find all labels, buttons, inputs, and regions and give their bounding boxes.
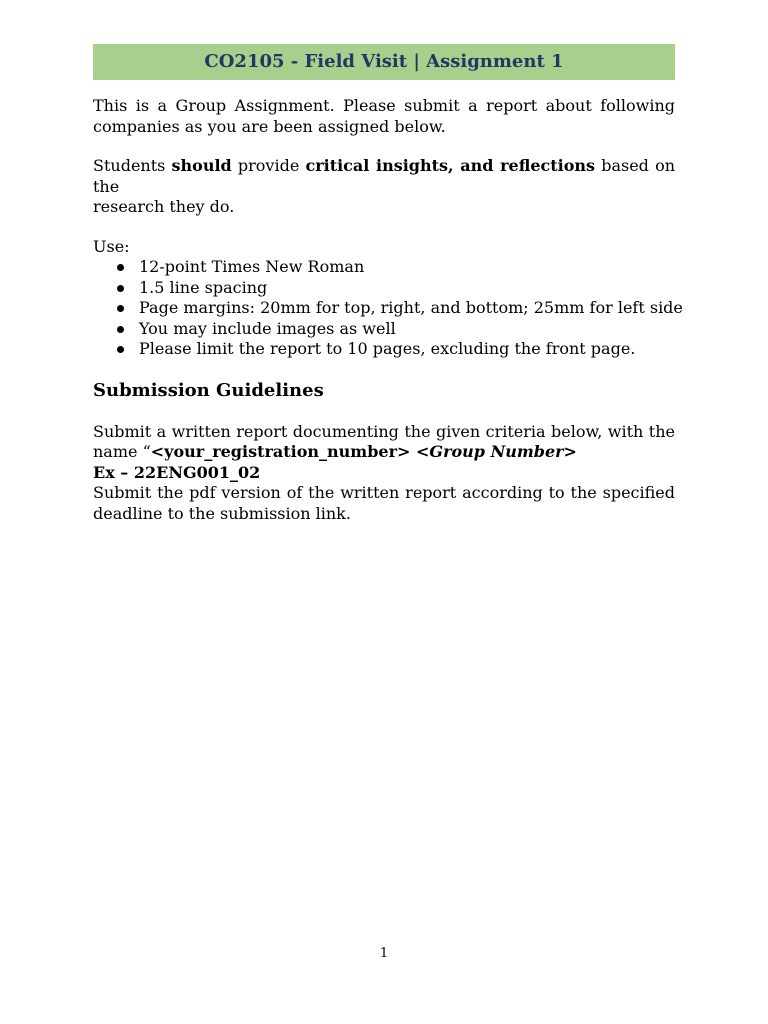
bullet-icon xyxy=(117,285,124,292)
intro-line-2: companies as you are been assigned below. xyxy=(93,116,446,136)
submission-heading: Submission Guidelines xyxy=(93,379,324,401)
list-item xyxy=(93,278,675,299)
list-item xyxy=(93,298,683,319)
title-banner xyxy=(93,44,675,80)
students-text-2: provide xyxy=(231,156,306,175)
name-prefix: name “ xyxy=(93,442,151,461)
students-text-1: Students xyxy=(93,156,172,175)
students-bold-insights: critical insights, and reflections xyxy=(305,156,596,175)
registration-placeholder: <your_registration_number> xyxy=(150,442,416,461)
intro-line-1: This is a Group Assignment. Please submit a report about following xyxy=(93,96,675,115)
students-line-1 xyxy=(93,156,675,197)
submission-paragraph xyxy=(93,422,675,525)
list-item-text: Page margins: 20mm for top, right, and bottom; 25mm for left side xyxy=(139,298,683,317)
use-label: Use: xyxy=(93,236,130,256)
list-item-text: You may include images as well xyxy=(139,318,396,338)
list-item-text: 12-point Times New Roman xyxy=(139,257,365,276)
group-number-placeholder: <Group Number> xyxy=(416,442,577,461)
submission-line-4: Submit the pdf version of the written report according to the specified xyxy=(93,483,675,502)
example-line: Ex – 22ENG001_02 xyxy=(93,462,261,482)
intro-paragraph xyxy=(93,96,675,137)
submission-line-1: Submit a written report documenting the given criteria below, with the xyxy=(93,421,675,441)
submission-line-2 xyxy=(93,442,675,463)
document-page xyxy=(93,44,683,524)
list-item xyxy=(93,257,675,278)
submission-line-5: deadline to the submission link. xyxy=(93,503,351,523)
bullet-icon xyxy=(117,305,124,312)
students-text-3: based on the xyxy=(93,156,675,196)
list-item xyxy=(93,339,675,360)
requirements-list xyxy=(93,257,683,360)
bullet-icon xyxy=(117,346,124,353)
students-line-2: research they do. xyxy=(93,197,235,216)
page-number: 1 xyxy=(379,946,389,961)
bullet-icon xyxy=(117,264,124,271)
students-bold-should: should xyxy=(171,156,232,175)
document-title: CO2105 - Field Visit | Assignment 1 xyxy=(204,50,564,72)
bullet-icon xyxy=(117,326,124,333)
list-item xyxy=(93,319,675,340)
list-item-text: Please limit the report to 10 pages, excluding the front page. xyxy=(139,339,636,358)
list-item-text: 1.5 line spacing xyxy=(139,277,268,297)
students-paragraph xyxy=(93,156,675,218)
